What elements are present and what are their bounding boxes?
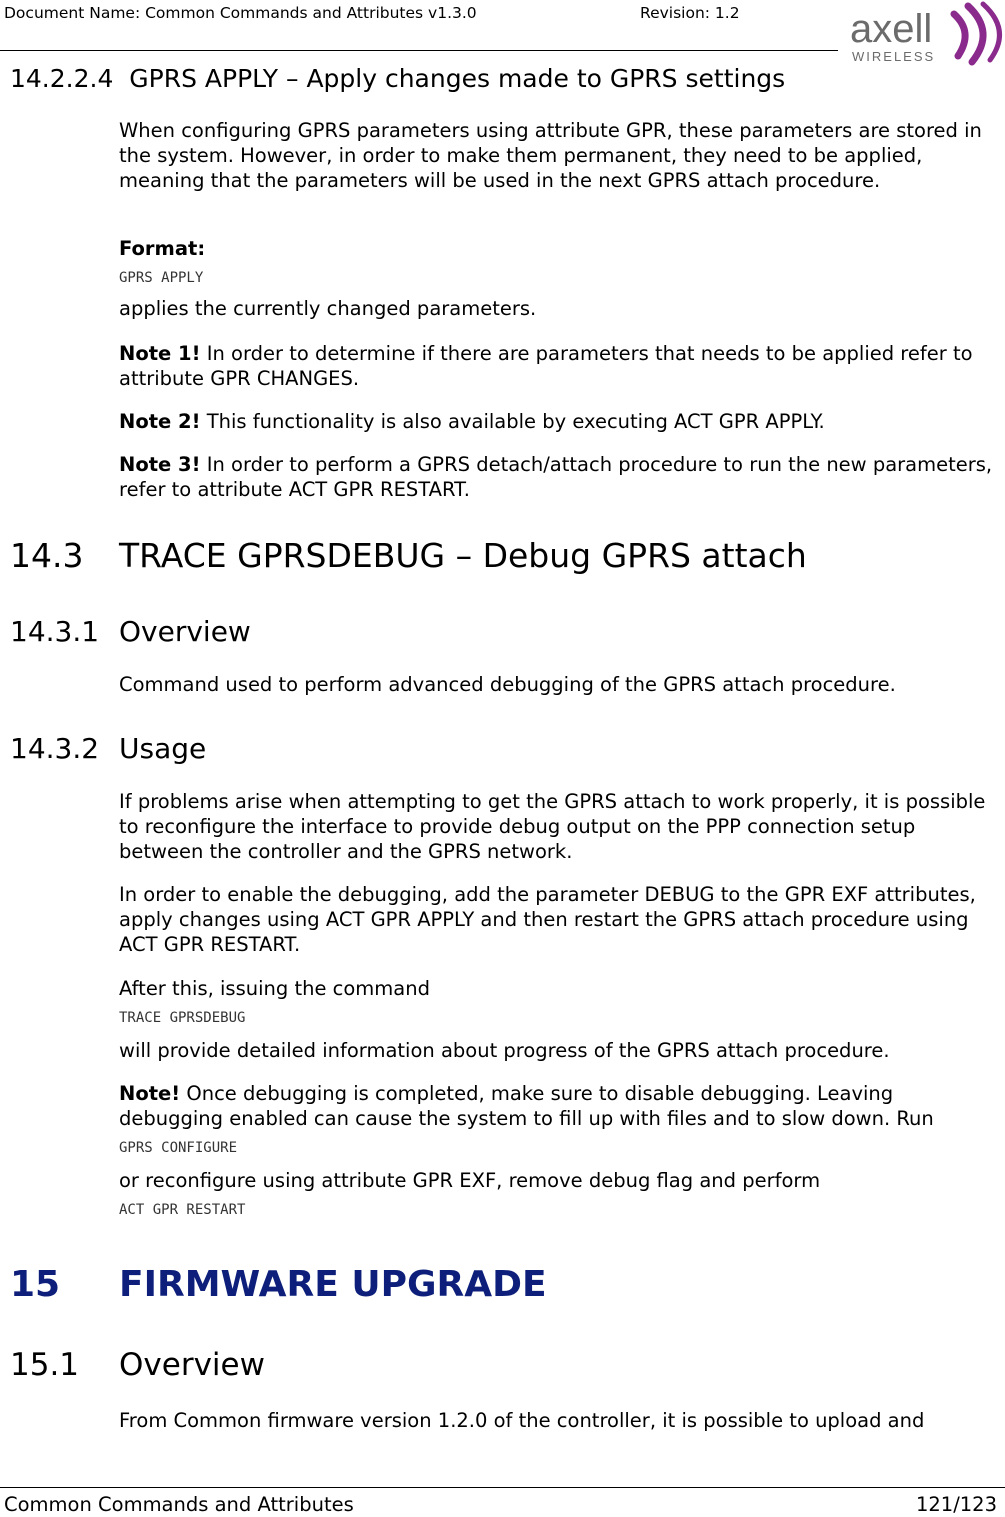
heading-14-2-2-4	[10, 64, 785, 93]
firmware-overview-text: From Common firmware version 1.2.0 of the controller, it is possible to upload and	[119, 1409, 925, 1432]
note-1-label: Note 1!	[119, 342, 201, 365]
heading-15	[10, 1264, 547, 1305]
code-trace-gprsdebug: TRACE GPRSDEBUG	[119, 1010, 246, 1026]
note-2-text: This functionality is also available by executing ACT GPR APPLY.	[200, 410, 825, 433]
heading-number: 14.2.2.4	[10, 64, 114, 93]
header-divider	[0, 50, 838, 51]
usage-paragraph-2: In order to enable the debugging, add the parameter DEBUG to the GPR EXF attributes, apply changes using ACT GPR APPLY and then restart the GPRS attach procedure using ACT GPR RESTART.	[119, 883, 976, 956]
heading-number: 14.3	[10, 536, 84, 575]
document-name: Document Name: Common Commands and Attributes v1.3.0	[4, 4, 477, 22]
note-2-label: Note 2!	[119, 410, 201, 433]
usage-note-text: Once debugging is completed, make sure to disable debugging. Leaving debugging enabled can cause the system to fill up with files and to slow down. Run	[119, 1082, 934, 1130]
heading-title: Usage	[119, 732, 207, 765]
note-3-text: In order to perform a GPRS detach/attach procedure to run the new parameters, refer to attribute ACT GPR RESTART.	[119, 453, 993, 501]
heading-number: 14.3.2	[10, 732, 100, 765]
heading-title: Overview	[119, 615, 251, 648]
format-code: GPRS APPLY	[119, 270, 204, 286]
heading-title: GPRS APPLY – Apply changes made to GPRS settings	[129, 64, 786, 93]
note-1	[119, 341, 999, 391]
footer-divider	[0, 1487, 1005, 1488]
note-2	[119, 409, 999, 434]
heading-title: Overview	[119, 1347, 265, 1383]
heading-title: FIRMWARE UPGRADE	[119, 1264, 547, 1305]
logo-text-bottom: WIRELESS	[852, 49, 936, 64]
page-header	[0, 0, 1005, 70]
page-number: 121/123	[915, 1493, 997, 1516]
usage-paragraph-3: After this, issuing the command	[119, 977, 430, 1000]
format-label: Format:	[119, 237, 206, 260]
note-3	[119, 452, 999, 502]
overview-text: Command used to perform advanced debugging of the GPRS attach procedure.	[119, 673, 896, 696]
heading-number: 14.3.1	[10, 615, 100, 648]
code-act-gpr-restart: ACT GPR RESTART	[119, 1202, 246, 1218]
revision: Revision: 1.2	[640, 4, 740, 22]
heading-15-1	[10, 1347, 265, 1383]
heading-14-3-2	[10, 732, 206, 765]
heading-14-3	[10, 536, 807, 575]
footer-title: Common Commands and Attributes	[4, 1493, 354, 1516]
gprs-apply-intro: When configuring GPRS parameters using attribute GPR, these parameters are stored in the system. However, in order to make them permanent, they need to be applied, meaning that the parameters will be used in the next GPRS attach procedure.	[119, 119, 982, 192]
usage-paragraph-1: If problems arise when attempting to get the GPRS attach to work properly, it is possible to reconfigure the interface to provide debug output on the PPP connection setup between the controller and the GPRS network.	[119, 790, 986, 863]
axell-wireless-logo	[846, 0, 1005, 68]
logo-signal-icon	[954, 4, 999, 62]
heading-14-3-1	[10, 615, 251, 648]
logo-text-top: axell	[850, 7, 933, 51]
heading-number: 15.1	[10, 1347, 80, 1383]
usage-note	[119, 1081, 999, 1131]
usage-note-label: Note!	[119, 1082, 181, 1105]
heading-title: TRACE GPRSDEBUG – Debug GPRS attach	[119, 536, 807, 575]
usage-paragraph-5: or reconfigure using attribute GPR EXF, remove debug flag and perform	[119, 1169, 821, 1192]
note-3-label: Note 3!	[119, 453, 201, 476]
format-description: applies the currently changed parameters.	[119, 297, 537, 320]
heading-number: 15	[10, 1264, 61, 1305]
code-gprs-configure: GPRS CONFIGURE	[119, 1140, 238, 1156]
usage-paragraph-4: will provide detailed information about progress of the GPRS attach procedure.	[119, 1039, 890, 1062]
note-1-text: In order to determine if there are parameters that needs to be applied refer to attribute GPR CHANGES.	[119, 342, 973, 390]
